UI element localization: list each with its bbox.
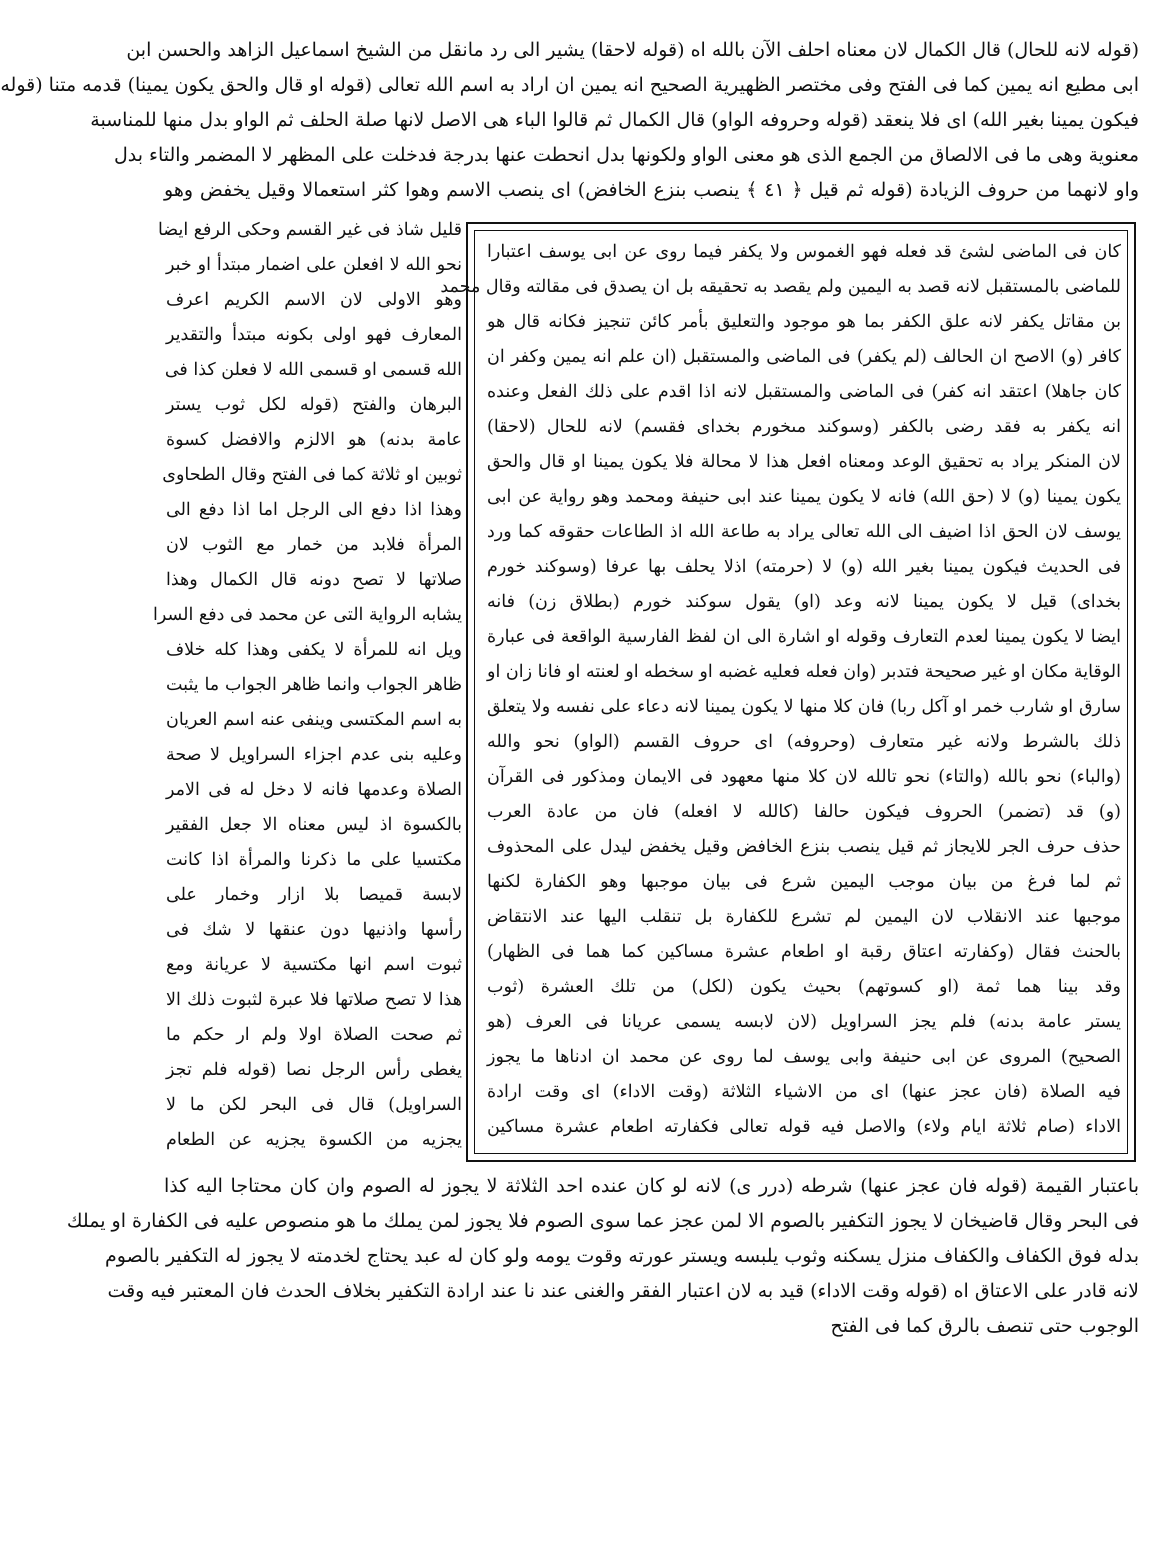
main-text-line: ايضا لا يكون يمينا لعدم التعارف وقوله او اشارة الى ان لفظ الفارسية الواقعة فى عبارة	[487, 627, 1121, 647]
gloss-line: هذا لا تصح صلاتها فلا عبرة لثبوت ذلك الا	[166, 990, 462, 1010]
footer-line: الوجوب حتى تنصف بالرق كما فى الفتح	[830, 1315, 1139, 1337]
footer-line: باعتبار القيمة (قوله فان عجز عنها) شرطه (درر ى) لانه لو كان عنده احد الثلاثة لا يجوز له الصوم وان كان محتاجا اليه كذا	[164, 1175, 1139, 1197]
header-line: (قوله لانه للحال) قال الكمال لان معناه احلف الآن بالله اه (قوله لاحقا) يشير الى رد مانقل من الشيخ اسماعيل الزاهد والحسن ابن	[126, 39, 1139, 61]
gloss-line: ويل انه للمرأة لا يكفى وهذا كله خلاف	[166, 640, 462, 660]
main-text-line: انه يكفر به فقد رضى بالكفر (وسوكند مىخورم بخداى فقسم) لانه للحال (لاحقا)	[487, 417, 1121, 437]
main-text-line: ذلك بالشرط ولانه غير متعارف (وحروفه) اى حروف القسم (الواو) نحو والله	[487, 732, 1121, 752]
main-text-line: فيه الصلاة (فان عجز عنها) اى من الاشياء الثلاثة (وقت الاداء) اى وقت ارادة	[487, 1082, 1121, 1102]
main-text-line: كان جاهلا) اعتقد انه كفر) فى الماضى والمستقبل لانه اذا اقدم على ذلك الفعل وعنده	[487, 382, 1121, 402]
gloss-line: صلاتها لا تصح دونه قال الكمال وهذا	[166, 570, 462, 590]
gloss-line: ظاهر الجواب وانما ظاهر الجواب ما يثبت	[166, 675, 462, 695]
gloss-line: ثم صحت الصلاة اولا ولم ار حكم ما	[166, 1025, 462, 1045]
main-text-line: بالحنث فقال (وكفارته اعتاق رقبة او اطعام عشرة مساكين كما هما فى الظهار)	[487, 942, 1121, 962]
main-text-inner-frame	[440, 230, 1128, 1154]
gloss-line: ثبوت اسم انها مكتسية لا عريانة ومع	[166, 955, 462, 975]
main-text-line: الاداء (صام ثلاثة ايام ولاء) والاصل فيه قوله تعالى فكفارته اطعام عشرة مساكين	[487, 1117, 1121, 1137]
gloss-line: السراويل) قال فى البحر لكن ما لا	[166, 1095, 462, 1115]
gloss-line: الصلاة وعدمها فانه لا دخل له فى الامر	[166, 780, 462, 800]
gloss-line: يشابه الرواية التى عن محمد فى دفع السرا	[153, 605, 462, 625]
main-text-line: (والباء) نحو بالله (والتاء) نحو تالله لان كلا منها معهود فى الايمان ومذكور فى القرآن	[487, 767, 1121, 787]
gloss-line: يجزيه من الكسوة يجزيه عن الطعام	[166, 1130, 462, 1150]
main-text-line: (و) قد (تضمر) الحروف فيكون حالفا (كالله لا افعله) فان من عادة العرب	[487, 802, 1121, 822]
gloss-line: نحو الله لا افعلن على اضمار مبتدأ او خبر	[166, 255, 462, 275]
gloss-line: رأسها واذنيها دون عنقها لا شك فى	[166, 920, 462, 940]
gloss-line: المرأة فلابد من خمار مع الثوب لان	[166, 535, 462, 555]
gloss-line: الله قسمى او قسمى الله لا فعلن كذا فى	[164, 360, 462, 380]
header-line: واو لانهما من حروف الزيادة (قوله ثم قيل ﴿ ٤١ ﴾ ينصب بنزع الخافض) اى ينصب الاسم وهوا كثر استعمالا وقيل يخفض وهو	[164, 179, 1139, 201]
footer-line: بدله فوق الكفاف والكفاف منزل يسكنه وثوب يلبسه ويستر عورته وقوت يومه ولو كان له عبد يحتاج لخدمته لا يجوز له التكفير بالصوم	[104, 1245, 1139, 1267]
gloss-line: بالكسوة اذ ليس معناه الا جعل الفقير	[166, 815, 462, 835]
main-text-line: فى الحديث فيكون يمينا بغير الله (و) لا (حرمته) اذلا يحلف بها عرفا (وسوكند خورم	[487, 557, 1121, 577]
gloss-line: ثوبين او ثلاثة كما فى الفتح وقال الطحاوى	[162, 465, 462, 485]
main-text-line: للماضى بالمستقبل لانه قصد به اليمين ولم يقصد به تحقيقه بل ان يصدق فى مقالته وقال محمد	[440, 277, 1121, 297]
main-text-line: الصحيح) المروى عن ابى حنيفة وابى يوسف لما روى عن محمد ان ادناها ما يجوز	[487, 1047, 1121, 1067]
main-text-line: يوسف لان الحق اذا اضيف الى الله تعالى يراد به طاعة الله اذ الطاعات حقوقه كما ورد	[487, 522, 1121, 542]
gloss-line: البرهان والفتح (قوله لكل ثوب يستر	[166, 395, 462, 415]
main-text-line: بن مقاتل يكفر لانه علق الكفر بما هو موجود والتعليق بأمر كائن تنجيز فكانه قال هو	[487, 312, 1121, 332]
main-text-line: سارق او شارب خمر او آكل ربا) فان كلا منها لا يكون يمينا لانه دعاء على نفسه ولا يتعلق	[487, 697, 1121, 717]
footer-line: فى البحر وقال قاضيخان لا يجوز التكفير بالصوم الا لمن عجز عما سوى الصوم فلا يجوز لمن يملك ما هو منصوص عليه فى الكفارة او يملك	[66, 1210, 1139, 1232]
footer-line: لانه قادر على الاعتاق اه (قوله وقت الاداء) قيد به لان اعتبار الفقر والغنى عند نا عند ارادة التكفير بخلاف الحدث فان المعتبر فيه وقت	[107, 1280, 1139, 1302]
main-text-line: يكون يمينا (و) لا (حق الله) فانه لا يكون يمينا عند ابى حنيفة ومحمد وهو رواية عن ابى	[487, 487, 1121, 507]
gloss-line: مكتسيا على ما ذكرنا والمرأة اذا كانت	[166, 850, 462, 870]
gloss-line: المعارف فهو اولى بكونه مبتدأ والتقدير	[166, 325, 462, 345]
main-text-line: موجبها عند الانقلاب لان اليمين لم تشرع للكفارة بل تنقلب اليها عند الانتقاض	[487, 907, 1121, 927]
gloss-line: لابسة قميصا بلا ازار وخمار على	[166, 885, 462, 905]
gloss-line: قليل شاذ فى غير القسم وحكى الرفع ايضا	[157, 220, 462, 240]
main-text-line: كان فى الماضى لشئ قد فعله فهو الغموس ولا يكفر فيما روى عن ابى يوسف اعتبارا	[487, 242, 1121, 262]
header-line: ابى مطيع انه يمين كما فى الفتح وفى مختصر الظهيرية الصحيح انه يمين ان اراد به اسم الله تعالى (قوله او قال والحق يكون يمينا) قدمه متنا (قوله	[0, 74, 1139, 96]
header-line: فيكون يمينا بغير الله) اى فلا ينعقد (قوله وحروفه الواو) قال الكمال ثم قالوا الباء هى الاصل لانها صلة الحلف ثم الواو بدل منها للمناسبة	[90, 109, 1139, 131]
main-text-frame	[440, 222, 1136, 1162]
gloss-line: وهذا اذا دفع الى الرجل اما اذا دفع الى	[166, 500, 462, 520]
main-text-line: وقد بينا هما ثمة (او كسوتهم) بحيث يكون (لكل) من تلك العشرة (ثوب	[487, 977, 1121, 997]
gloss-line: يغطى رأس الرجل نصا (قوله فلم تجز	[166, 1060, 462, 1080]
gloss-line: به اسم المكتسى وينفى عنه اسم العريان	[166, 710, 462, 730]
gloss-line: عامة بدنه) هو الالزم والافضل كسوة	[166, 430, 462, 450]
main-text-line: لان المنكر يراد به تحقيق الوعد ومعناه افعل هذا لا محالة فلا يكون يمينا او قال والحق	[487, 452, 1121, 472]
main-text-line: حذف حرف الجر للايجاز ثم قيل ينصب بنزع الخافض وقيل يخفض ليدل على المحذوف	[487, 837, 1121, 857]
gloss-line: وعليه بنى عدم اجزاء السراويل لا صحة	[166, 745, 462, 765]
main-text-line: بخداى) قيل لا يكون يمينا لانه وعد (او) يقول سوكند خورم (بطلاق زن) فانه	[487, 592, 1121, 612]
gloss-line: وهو الاولى لان الاسم الكريم اعرف	[166, 290, 462, 310]
main-text-line: الوقاية مكان او غير صحيحة فتدبر (وان فعله فعليه غضبه او سخطه او لعنته او فانا زان او	[487, 662, 1121, 682]
header-line: معنوية وهى ما فى الالصاق من الجمع الذى هو معنى الواو ولكونها بدل انحطت عنها بدرجة فدخلت على المظهر لا المضمر والتاء بدل	[113, 144, 1139, 166]
main-text-line: ثم لما فرغ من بيان موجب اليمين شرع فى بيان موجبها وهو الكفارة لكنها	[487, 872, 1121, 892]
main-text-line: كافر (و) الاصح ان الحالف (لم يكفر) فى الماضى والمستقبل (ان علم انه يمين وكفر ان	[487, 347, 1121, 367]
main-text-line: يستر عامة بدنه) فلم يجز السراويل (لان لابسه يسمى عريانا فى العرف (هو	[487, 1012, 1121, 1032]
